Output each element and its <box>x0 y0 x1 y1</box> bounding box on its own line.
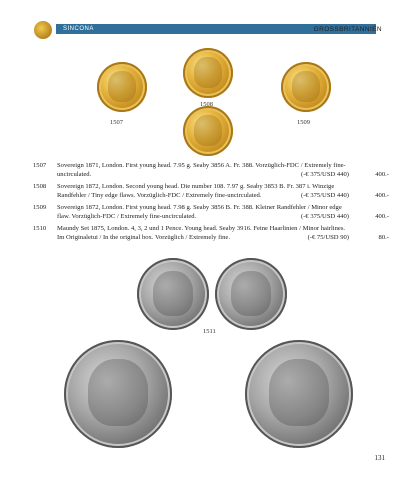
lot-description-cont: uncirculated. <box>57 171 92 178</box>
coin-1511-reverse-image <box>215 258 287 330</box>
lot-description: Sovereign 1872, London. First young head. 7.98 g. Seaby 3856 B. Fr. 388. Kleiner Randfehler / Minor edge <box>57 204 342 211</box>
lot-price: 400.- <box>375 171 389 178</box>
lot-estimate: (-€ 375/USD 440) <box>301 171 349 178</box>
lot-number: 1510 <box>33 225 47 232</box>
lot-number: 1508 <box>33 183 47 190</box>
lot-price: 400.- <box>375 213 389 220</box>
coin-1508-reverse-image <box>183 106 233 156</box>
page-number: 131 <box>374 454 385 462</box>
lot-estimate: (-€ 375/USD 440) <box>301 192 349 199</box>
lot-description: Sovereign 1872, London. Second young head. Die number 108. 7.97 g. Seaby 3853 B. Fr. 387 i. Winzige <box>57 183 335 190</box>
lot-description-cont: flaw. Vorzüglich-FDC / Extremely fine-uncirculated. <box>57 213 197 220</box>
lot-description: Sovereign 1871, London. First young head. 7.95 g. Seaby 3856 A. Fr. 388. Vorzüglich-FDC / Extremely fine- <box>57 162 346 169</box>
lot-description-cont: Im Originaletui / In the original box. Vorzüglich / Extremely fine. <box>57 234 230 241</box>
coin-1511-obverse-large-image <box>64 340 172 448</box>
figure-label-1511: 1511 <box>203 328 216 335</box>
coin-1509-image <box>281 62 331 112</box>
figure-label-1507: 1507 <box>110 119 123 126</box>
lot-description: Maundy Set 1875, London. 4, 3, 2 und 1 Pence. Young head. Seaby 3916. Feine Haarlinien / Minor hairlines. <box>57 225 346 232</box>
header-band-label: SINCONA <box>63 26 94 32</box>
lot-price: 80.- <box>378 234 389 241</box>
lot-description-cont: Randfehler / Tiny edge flaws. Vorzüglich-FDC / Extremely fine-uncirculated. <box>57 192 262 199</box>
coin-1511-reverse-large-image <box>245 340 353 448</box>
lot-estimate: (-€ 75/USD 90) <box>307 234 349 241</box>
coin-1511-obverse-image <box>137 258 209 330</box>
lot-number: 1507 <box>33 162 47 169</box>
lot-estimate: (-€ 375/USD 440) <box>301 213 349 220</box>
section-title: GROSSBRITANNIEN <box>313 26 382 33</box>
lot-price: 400.- <box>375 192 389 199</box>
sincona-logo-icon <box>34 21 52 39</box>
coin-1507-image <box>97 62 147 112</box>
lot-number: 1509 <box>33 204 47 211</box>
figure-label-1509: 1509 <box>297 119 310 126</box>
coin-1508-image <box>183 48 233 98</box>
figure-label-1508: 1508 <box>200 101 213 108</box>
